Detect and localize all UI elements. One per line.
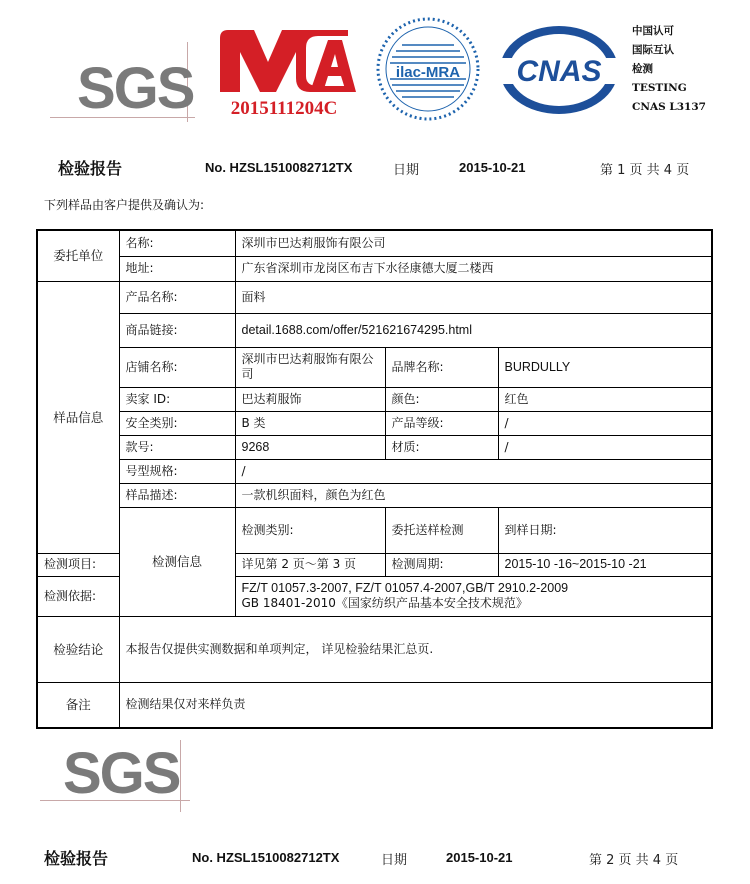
section-conclusion: 检验结论	[37, 616, 119, 682]
material-value: /	[498, 435, 712, 459]
table-row	[37, 459, 712, 483]
test-period: 2015-10 -16~2015-10 -21	[498, 553, 712, 576]
ilac-mra-logo	[374, 15, 482, 123]
cnas-line-2: 国际互认	[632, 44, 674, 56]
test-period-label: 检测周期:	[385, 553, 498, 576]
color-value: 红色	[498, 387, 712, 411]
seller-id-label: 卖家 ID:	[119, 387, 235, 411]
cnas-line-1: 中国认可	[632, 25, 674, 37]
ilac-mra-text: ilac-MRA	[395, 64, 461, 81]
sample-desc: 一款机织面料，颜色为红色	[235, 483, 712, 507]
sgs-logo-text-page2: SGS	[63, 741, 180, 806]
product-grade-label: 产品等级:	[385, 411, 498, 435]
page2-report-number: No. HZSL1510082712TX	[192, 850, 340, 865]
report-number: No. HZSL1510082712TX	[205, 160, 353, 175]
cma-logo	[210, 22, 358, 122]
table-row	[37, 507, 712, 553]
report-table	[36, 229, 713, 729]
size-spec: /	[235, 459, 712, 483]
client-address: 广东省深圳市龙岗区布吉下水径康德大厦二楼西	[235, 256, 712, 281]
intro-text: 下列样品由客户提供及确认为:	[44, 198, 205, 212]
test-type-label: 检测类别:	[235, 507, 385, 553]
product-name: 面料	[235, 281, 712, 313]
page2-report-title: 检验报告	[44, 849, 109, 868]
test-items: 详见第 2 页～第 3 页	[235, 553, 385, 576]
test-basis-line-1: FZ/T 01057.3-2007, FZ/T 01057.4-2007,GB/T 2910.2-2009	[241, 581, 569, 595]
section-client: 委托单位	[37, 230, 119, 281]
table-row	[37, 387, 712, 411]
report-date: 2015-10-21	[459, 160, 526, 175]
table-row	[37, 256, 712, 281]
section-sample: 样品信息	[37, 281, 119, 553]
table-row	[37, 435, 712, 459]
test-basis-line-2	[242, 596, 706, 611]
page2-report-date: 2015-10-21	[446, 850, 513, 865]
client-name: 深圳市巴达莉服饰有限公司	[235, 230, 712, 256]
size-spec-label: 号型规格:	[119, 459, 235, 483]
style-number: 9268	[235, 435, 385, 459]
conclusion-text: 本报告仅提供实测数据和单项判定， 详见检验结果汇总页.	[119, 616, 712, 682]
seller-id: 巴达莉服饰	[235, 387, 385, 411]
table-row	[37, 483, 712, 507]
table-row	[37, 347, 712, 387]
test-type: 委托送样检测	[385, 507, 498, 553]
table-row	[37, 682, 712, 728]
shop-name: 深圳市巴达莉服饰有限公司	[235, 347, 385, 387]
cma-code: 2015111204C	[230, 98, 338, 119]
cnas-accreditation-text	[632, 22, 706, 117]
test-basis-line-2-text: GB 18401-2010《国家纺织产品基本安全技术规范》	[241, 596, 528, 610]
client-address-label: 地址:	[119, 256, 235, 281]
sample-desc-label: 样品描述:	[119, 483, 235, 507]
page2-page-indicator: 第 2 页 共 4 页	[589, 853, 679, 868]
style-number-label: 款号:	[119, 435, 235, 459]
sgs-logo	[50, 42, 195, 122]
test-basis-label: 检测依据:	[37, 576, 119, 616]
safety-category-label: 安全类别:	[119, 411, 235, 435]
brand-name-label: 品牌名称:	[385, 347, 498, 387]
test-items-label: 检测项目:	[37, 553, 119, 576]
cnas-logo	[498, 24, 620, 116]
table-row	[37, 411, 712, 435]
table-row	[37, 616, 712, 682]
safety-category: B 类	[235, 411, 385, 435]
section-remarks: 备注	[37, 682, 119, 728]
table-row	[37, 281, 712, 313]
arrival-date-label: 到样日期:	[498, 507, 712, 553]
client-name-label: 名称:	[119, 230, 235, 256]
product-name-label: 产品名称:	[119, 281, 235, 313]
remarks-text: 检测结果仅对来样负责	[119, 682, 712, 728]
sgs-logo-page2	[40, 740, 190, 812]
product-grade: /	[498, 411, 712, 435]
cnas-line-5: CNAS L3137	[632, 101, 706, 113]
product-link: detail.1688.com/offer/521621674295.html	[235, 313, 712, 347]
cnas-line-3: 检测	[632, 63, 653, 75]
brand-name: BURDULLY	[498, 347, 712, 387]
table-row	[37, 230, 712, 256]
shop-name-label: 店铺名称:	[119, 347, 235, 387]
cnas-text: CNAS	[516, 55, 602, 88]
page-indicator: 第 1 页 共 4 页	[600, 163, 690, 178]
report-title: 检验报告	[58, 159, 123, 178]
product-link-label: 商品链接:	[119, 313, 235, 347]
page2-date-label: 日期	[381, 853, 408, 868]
test-basis	[235, 576, 712, 616]
sgs-logo-text: SGS	[77, 56, 194, 121]
color-label: 颜色:	[385, 387, 498, 411]
table-row	[37, 313, 712, 347]
date-label: 日期	[393, 163, 420, 178]
material-label: 材质:	[385, 435, 498, 459]
cnas-line-4: TESTING	[632, 82, 687, 94]
section-test: 检测信息	[119, 507, 235, 616]
